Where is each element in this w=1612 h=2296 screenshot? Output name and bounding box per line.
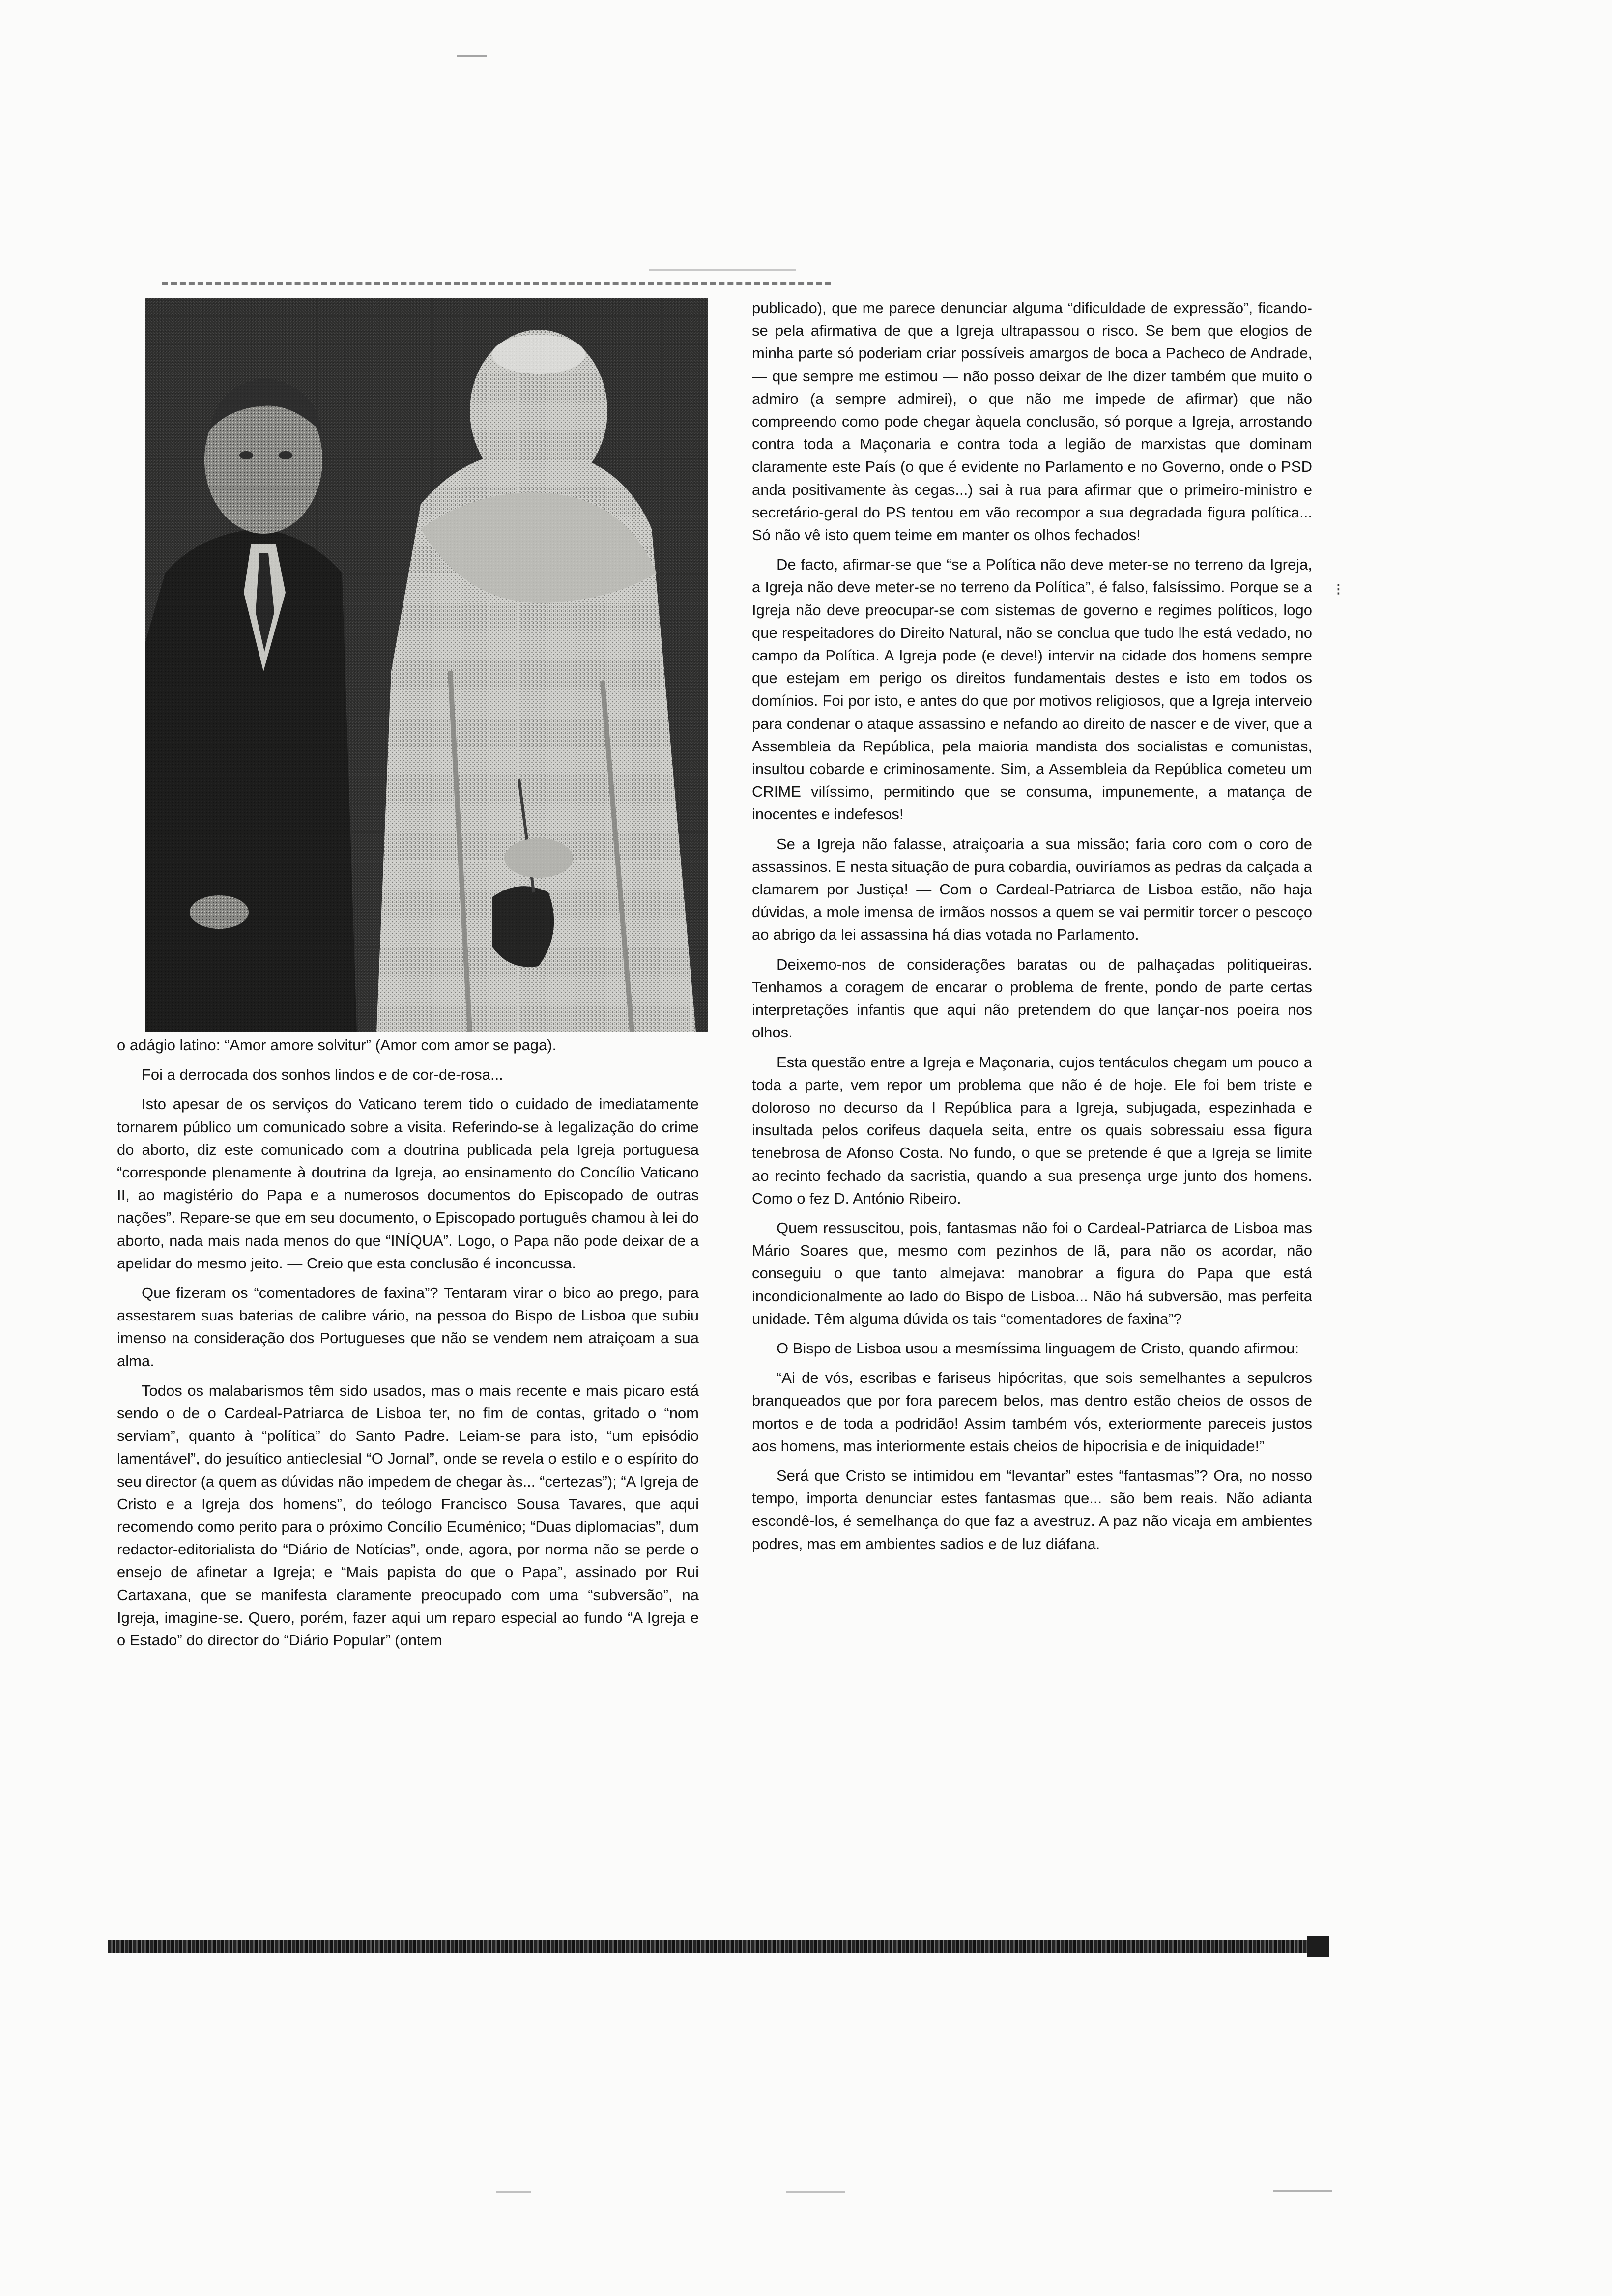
photograph-icon (145, 298, 708, 1032)
bottom-scan-band (108, 1940, 1328, 1953)
right-paragraph-6: Quem ressuscitou, pois, fantasmas não foi o Cardeal-Patriarca de Lisboa mas Mário Soares que, mesmo com pezinhos de lã, para não os acordar, não conseguiu o que tanto almejava: manobrar a figura do Papa que está incondicionalmente ao lado do Bispo de Lisboa... Não há subversão, mas perfeita unidade. Têm alguma dúvida os tais “comentadores de faxina”? (752, 1219, 1312, 1327)
right-paragraph-4: Deixemo-nos de considerações baratas ou de palhaçadas politiqueiras. Tenhamos a coragem de encarar o problema de frente, pondo de parte certas interpretações infantis que aqui não pretendem do que lançar-nos poeira nos olhos. (752, 955, 1312, 1041)
scan-speck (1273, 2190, 1332, 2192)
right-paragraph-7: O Bispo de Lisboa usou a mesmíssima linguagem de Cristo, quando afirmou: (777, 1339, 1299, 1357)
article-photograph (145, 298, 708, 1032)
left-column (117, 1034, 699, 1652)
right-paragraph-2: De facto, afirmar-se que “se a Política não deve meter-se no terreno da Igreja, a Igreja não deve meter-se no terreno da Política”, é falso, falsíssimo. Porque se a Igreja não deve preocupar-se com sistemas de governo e regimes políticos, logo que respeitadores do Direito Natural, não se conclua que tudo lhe está vedado, no campo da Política. A Igreja pode (e deve!) intervir na cidade dos homens sempre que estejam em perigo os direitos fundamentais destes e isto em todos os domínios. Foi por isto, e antes do que por motivos religiosos, que a Igreja interveio para condenar o ataque assassino e nefando ao direito de nascer e de viver, que a Assembleia da República, pela maioria mandista dos socialistas e comunistas, insultou cobarde e criminosamente. Sim, a Assembleia da República cometeu um CRIME vilíssimo, permitindo que se consuma, impunemente, a matança de inocentes e indefesos! (752, 556, 1312, 823)
right-paragraph-3: Se a Igreja não falasse, atraiçoaria a sua missão; faria coro com o coro de assassinos. E nesta situação de pura cobardia, ouviríamos as pedras da calçada a clamarem por Justiça! — Com o Cardeal-Patriarca de Lisboa estão, não haja dúvidas, a mole imensa de irmãos nossos a quem se vai permitir torcer o pescoço ao abrigo da lei assassina há dias votada no Parlamento. (752, 835, 1312, 944)
scan-speck (649, 269, 796, 271)
left-paragraph-3: Isto apesar de os serviços do Vaticano terem tido o cuidado de imediatamente tornarem público um comunicado sobre a visita. Referindo-se à legalização do crime do aborto, diz este comunicado com a doutrina publicada pela Igreja portuguesa “corresponde plenamente à doutrina da Igreja, ao ensinamento do Concílio Vaticano II, ao magistério do Papa e a numerosos documentos do Episcopado de outras nações”. Repare-se que em seu documento, o Episcopado português chamou à lei do aborto, nada mais nada menos do que “INÍQUA”. Logo, o Papa não pode deixar de a apelidar do mesmo jeito. — Creio que esta conclusão é inconcussa. (117, 1095, 699, 1272)
right-paragraph-5: Esta questão entre a Igreja e Maçonaria, cujos tentáculos chegam um pouco a toda a parte, vem repor um problema que não é de hoje. Ele foi bem triste e doloroso no decurso da I República para a Igreja, subjugada, espezinhada e insultada pelos corifeus daquela seita, entre os quais sobressaiu essa figura tenebrosa de Afonso Costa. No fundo, o que se pretende é que a Igreja se limite ao recinto fechado da sacristia, quando a sua presença urge junto dos homens. Como o fez D. António Ribeiro. (752, 1053, 1312, 1207)
scan-speck (786, 2191, 845, 2193)
right-paragraph-1: publicado), que me parece denunciar alguma “dificuldade de expressão”, ficando-se pela afirmativa de que a Igreja ultrapassou o risco. Se bem que elogios de minha parte só poderiam criar possíveis amargos de boca a Pacheco de Andrade, — que sempre me estimou — não posso deixar de lhe dizer também que muito o admiro (a sempre admirei), o que não me impede de afirmar) que não compreendo como pode chegar àquela conclusão, só porque a Igreja, arrostando contra toda a Maçonaria e contra toda a legião de marxistas que dominam claramente este País (o que é evidente no Parlamento e no Governo, onde o PSD anda positivamente às cegas...) sai à rua para afirmar que o primeiro-ministro e secretário-geral do PS tentou em vão recompor a sua degradada figura política... Só não vê isto quem teime em manter os olhos fechados! (752, 299, 1312, 544)
left-paragraph-4: Que fizeram os “comentadores de faxina”? Tentaram virar o bico ao prego, para assestarem suas baterias de calibre vário, na pessoa do Bispo de Lisboa que subiu imenso na consideração dos Portugueses que não se vendem nem atraiçoam a sua alma. (117, 1284, 699, 1370)
bottom-scan-band-edge (1307, 1936, 1329, 1957)
right-column (752, 297, 1312, 1555)
margin-mark-icon: ⁝ (1336, 580, 1341, 599)
left-paragraph-5: Todos os malabarismos têm sido usados, mas o mais recente e mais picaro está sendo o de o Cardeal-Patriarca de Lisboa ter, no fim de contas, gritado o “nom serviam”, quanto à “política” do Santo Padre. Leiam-se para isto, “um episódio lamentável”, do jesuítico antieclesial “O Jornal”, onde se revela o estilo e o espírito do seu director (a quem as dúvidas não impedem de chegar às... “certezas”); “A Igreja de Cristo e a Igreja dos homens”, do teólogo Francisco Sousa Tavares, que aqui recomendo como perito para o próximo Concílio Ecuménico; “Duas diplomacias”, dum redactor-editorialista do “Diário de Notícias”, onde, agora, por norma não se perde o ensejo de afinetar a Igreja; e “Mais papista do que o Papa”, assinado por Rui Cartaxana, que se manifesta claramente preocupado com uma “subversão”, na Igreja, imagine-se. Quero, porém, fazer aqui um reparo especial ao fundo “A Igreja e o Estado” do director do “Diário Popular” (ontem (117, 1381, 699, 1649)
right-quote-paragraph: “Ai de vós, escribas e fariseus hipócritas, que sois semelhantes a sepulcros branqueados que por fora parecem belos, mas dentro estão cheios de ossos de mortos e de toda a podridão! Assim também vós, exteriormente pareceis justos aos homens, mas interiormente estais cheios de hipocrisia e de iniquidade!” (752, 1369, 1312, 1455)
left-paragraph-1: o adágio latino: “Amor amore solvitur” (Amor com amor se paga). (117, 1036, 557, 1054)
scan-top-rule (162, 282, 831, 285)
scan-speck (496, 2191, 531, 2193)
right-paragraph-9: Será que Cristo se intimidou em “levantar” estes “fantasmas”? Ora, no nosso tempo, importa denunciar estes fantasmas que... são bem reais. Não adianta escondê-los, é semelhança do que faz a avestruz. A paz não vicaja em ambientes podres, mas em ambientes sadios e de luz diáfana. (752, 1466, 1312, 1552)
scan-speck (457, 55, 487, 57)
left-paragraph-2: Foi a derrocada dos sonhos lindos e de cor-de-rosa... (142, 1066, 503, 1084)
